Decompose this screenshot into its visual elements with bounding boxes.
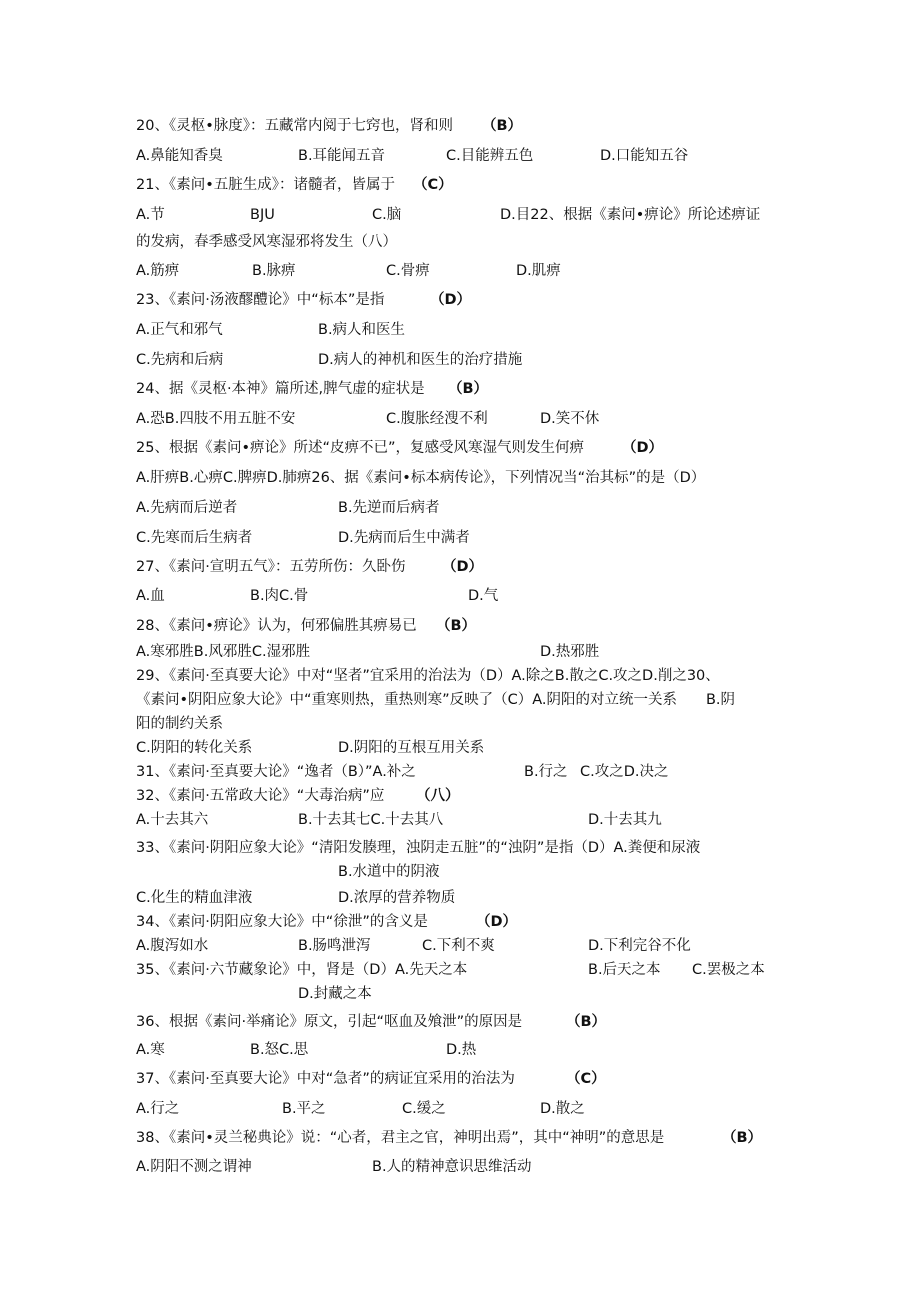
option-a: A.阴阳不测之谓神 (136, 1159, 252, 1175)
option-d: D.浓厚的营养物质 (338, 890, 456, 906)
option-row-text: A.肝痹B.心痹C.脾痹D.肺痹26、据《素问•标本病传论》，下列情况当“治其标”的是（D） (136, 470, 706, 486)
continuation-text: 《素问•阴阳应象大论》中“重寒则热，重热则寒”反映了（C）A.阴阳的对立统一关系 B.阴 (136, 692, 736, 708)
option-b: B.先逆而后病者 (338, 500, 440, 516)
option-b: BJU (250, 207, 275, 223)
option-d: D.散之 (540, 1101, 585, 1117)
option-d: D.下利完谷不化 (588, 938, 691, 954)
option-a: A.寒邪胜B.风邪胜C.湿邪胜 (136, 644, 311, 660)
option-a: A.恐B.四肢不用五脏不安 (136, 411, 296, 427)
option-d: D.肌痹 (516, 263, 561, 279)
option-d: D.热 (446, 1042, 477, 1058)
answer: （D） (442, 559, 484, 575)
option-a: A.腹泻如水 (136, 938, 209, 954)
option-d: D.先病而后生中满者 (338, 530, 470, 546)
option-d: D.气 (468, 588, 499, 604)
option-a: A.寒 (136, 1042, 165, 1058)
answer: （D） (622, 440, 664, 456)
question-stem: 23、《素问·汤液醪醴论》中“标本”是指 (136, 292, 385, 308)
answer: （八） (416, 788, 460, 804)
option-b: B.肠鸣泄泻 (298, 938, 371, 954)
option-d: D.十去其九 (588, 812, 662, 828)
option-c: C.腹胀经溲不利 (386, 411, 488, 427)
question-stem: 34、《素问·阴阳应象大论》中“徐泄”的含义是 (136, 914, 428, 930)
continuation-text: 阳的制约关系 (136, 716, 223, 732)
option-b: B.肉C.骨 (250, 588, 309, 604)
continuation-text: 的发病，春季感受风寒湿邪将发生（八） (136, 234, 397, 250)
option-b: B.脉痹 (252, 263, 296, 279)
option-d: D.封藏之本 (298, 986, 372, 1002)
answer: （B） (448, 381, 489, 397)
answer: （D） (476, 914, 518, 930)
option-c: C.下利不爽 (422, 938, 495, 954)
question-stem: 21、《素问•五脏生成》：诸髓者，皆属于 (136, 177, 396, 193)
option-c: C.先病和后病 (136, 352, 224, 368)
question-stem: 38、《素问•灵兰秘典论》说：“心者，君主之官，神明出焉”，其中“神明”的意思是 (136, 1130, 665, 1146)
option-c: C.缓之 (402, 1101, 446, 1117)
option-c: C.脑 (372, 207, 402, 223)
option-a: A.节 (136, 207, 165, 223)
question-stem: 25、根据《素问•痹论》所述“皮痹不已”，复感受风寒湿气则发生何痹 (136, 440, 585, 456)
question-stem: 20、《灵枢•脉度》：五藏常内阅于七窍也，肾和则 (136, 118, 454, 134)
question-stem: 37、《素问·至真要大论》中对“急者”的病证宜采用的治法为 (136, 1071, 515, 1087)
option-d: D.口能知五谷 (600, 148, 689, 164)
option-c: C.攻之D.决之 (580, 764, 669, 780)
option-a: A.先病而后逆者 (136, 500, 238, 516)
option-b: B.后天之本 (588, 962, 661, 978)
option-c: C.罢极之本 (692, 962, 765, 978)
option-b: B.平之 (282, 1101, 326, 1117)
continuation-text: B.水道中的阴液 (338, 864, 440, 880)
option-c: C.先寒而后生病者 (136, 530, 253, 546)
option-b: B.病人和医生 (318, 322, 406, 338)
option-b: B.耳能闻五音 (298, 148, 386, 164)
option-b: B.怒C.思 (250, 1042, 309, 1058)
option-b: B.十去其七C.十去其八 (298, 812, 444, 828)
option-d: D.目22、根据《素问•痹论》所论述痹证 (500, 207, 761, 223)
option-d: D.笑不休 (540, 411, 600, 427)
question-stem: 27、《素问·宣明五气》：五劳所伤：久卧伤 (136, 559, 406, 575)
question-stem: 33、《素问·阴阳应象大论》“清阳发腠理，浊阴走五脏”的“浊阴”是指（D）A.粪便和尿液 (136, 840, 701, 856)
question-stem: 28、《素问•痹论》认为，何邪偏胜其痹易已 (136, 618, 417, 634)
option-c: C.阴阳的转化关系 (136, 740, 253, 756)
option-d: D.热邪胜 (540, 644, 600, 660)
answer: （B） (566, 1014, 607, 1030)
option-c: C.骨痹 (386, 263, 430, 279)
answer: （C） (566, 1071, 606, 1087)
answer: （B） (722, 1130, 763, 1146)
option-d: D.阴阳的互根互用关系 (338, 740, 485, 756)
option-a: A.行之 (136, 1101, 180, 1117)
option-a: A.鼻能知香臭 (136, 148, 223, 164)
question-stem: 31、《素问·至真要大论》“逸者（B）”A.补之 (136, 764, 416, 780)
option-b: B.行之 (524, 764, 568, 780)
question-stem: 36、根据《素问·举痛论》原文，引起“呕血及飧泄”的原因是 (136, 1014, 523, 1030)
option-b: B.人的精神意识思维活动 (372, 1159, 532, 1175)
question-stem: 32、《素问·五常政大论》“大毒治病”应 (136, 788, 385, 804)
answer: （D） (430, 292, 472, 308)
answer: （B） (436, 618, 477, 634)
option-a: A.血 (136, 588, 165, 604)
option-c: C.化生的精血津液 (136, 890, 253, 906)
option-d: D.病人的神机和医生的治疗措施 (318, 352, 523, 368)
option-a: A.筋痹 (136, 263, 180, 279)
question-stem: 24、据《灵枢·本神》篇所述,脾气虚的症状是 (136, 381, 425, 397)
question-stem: 35、《素问·六节藏象论》中，肾是（D）A.先天之本 (136, 962, 468, 978)
answer: （B） (482, 118, 523, 134)
question-stem: 29、《素问·至真要大论》中对“坚者”宜采用的治法为（D）A.除之B.散之C.攻之D.削之30、 (136, 668, 720, 684)
option-a: A.十去其六 (136, 812, 209, 828)
option-a: A.正气和邪气 (136, 322, 223, 338)
option-c: C.目能辨五色 (446, 148, 534, 164)
answer: （C） (413, 177, 453, 193)
